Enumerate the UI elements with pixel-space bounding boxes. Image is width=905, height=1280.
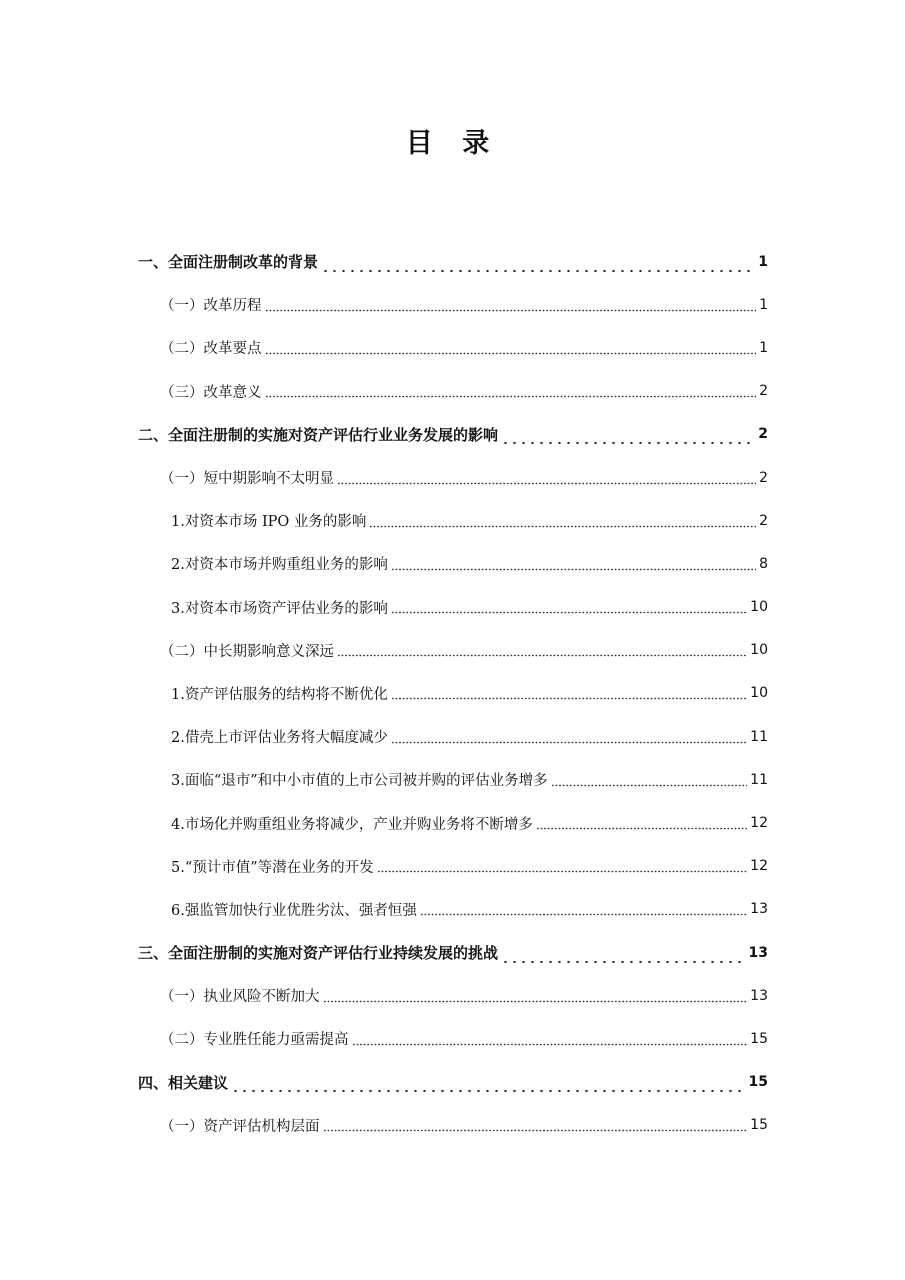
toc-leader bbox=[323, 1118, 748, 1132]
toc-leader bbox=[377, 859, 748, 873]
toc-entry-page: 15 bbox=[748, 1074, 768, 1091]
toc-leader bbox=[352, 1032, 748, 1046]
toc-entry-page: 15 bbox=[750, 1117, 768, 1134]
toc-leader bbox=[265, 384, 757, 398]
toc-leader bbox=[391, 557, 756, 571]
toc-entry[interactable] bbox=[138, 370, 768, 413]
toc-entry-text: （一）执业风险不断加大 bbox=[160, 989, 320, 1006]
toc-leader bbox=[265, 341, 757, 355]
toc-entry-text: 3.面临“退市”和中小市值的上市公司被并购的评估业务增多 bbox=[171, 773, 548, 790]
toc-entry-page: 10 bbox=[750, 642, 768, 659]
toc-entry[interactable] bbox=[138, 672, 768, 715]
toc-entry[interactable] bbox=[138, 888, 768, 931]
toc-entry-page: 12 bbox=[750, 815, 768, 832]
toc-entry-text: （二）中长期影响意义深远 bbox=[160, 643, 334, 660]
page-title: 目 录 bbox=[405, 128, 500, 159]
toc-entry[interactable] bbox=[138, 1104, 768, 1147]
toc-entry-page: 2 bbox=[759, 383, 768, 400]
toc-entry-page: 2 bbox=[759, 512, 768, 529]
toc-entry-text: 二、全面注册制的实施对资产评估行业业务发展的影响 bbox=[138, 425, 499, 444]
toc-entry-text: （二）专业胜任能力亟需提高 bbox=[160, 1032, 349, 1049]
toc-leader bbox=[391, 600, 747, 614]
toc-entry-text: 三、全面注册制的实施对资产评估行业持续发展的挑战 bbox=[138, 944, 499, 963]
toc-leader bbox=[369, 514, 756, 528]
toc-entry-text: （一）资产评估机构层面 bbox=[160, 1118, 320, 1135]
toc-entry-text: 5.“预计市值”等潜在业务的开发 bbox=[171, 859, 374, 876]
toc-entry-text: 四、相关建议 bbox=[138, 1073, 229, 1092]
toc-entry[interactable] bbox=[138, 758, 768, 801]
table-of-contents bbox=[138, 240, 768, 1147]
toc-entry-text: 1.资产评估服务的结构将不断优化 bbox=[171, 686, 388, 703]
toc-entry-page: 13 bbox=[750, 901, 768, 918]
toc-entry-page: 12 bbox=[750, 858, 768, 875]
toc-entry-page: 15 bbox=[750, 1030, 768, 1047]
toc-entry[interactable] bbox=[138, 586, 768, 629]
toc-entry[interactable] bbox=[138, 629, 768, 672]
toc-entry-page: 11 bbox=[750, 728, 768, 745]
toc-entry-text: 2.借壳上市评估业务将大幅度减少 bbox=[171, 730, 388, 747]
toc-entry-text: 4.市场化并购重组业务将减少，产业并购业务将不断增多 bbox=[171, 816, 533, 833]
toc-entry[interactable] bbox=[138, 542, 768, 585]
toc-entry-page: 13 bbox=[750, 987, 768, 1004]
toc-entry[interactable] bbox=[138, 974, 768, 1017]
toc-entry-text: 1.对资本市场 IPO 业务的影响 bbox=[171, 514, 367, 531]
toc-entry-text: （一）短中期影响不太明显 bbox=[160, 471, 334, 488]
toc-leader bbox=[321, 258, 755, 272]
toc-entry-text: （二）改革要点 bbox=[160, 341, 262, 358]
toc-entry[interactable] bbox=[138, 801, 768, 844]
toc-entry-text: 6.强监管加快行业优胜劣汰、强者恒强 bbox=[171, 902, 417, 919]
toc-leader bbox=[501, 430, 755, 444]
toc-entry-page: 11 bbox=[750, 771, 768, 788]
toc-entry-page: 1 bbox=[758, 253, 768, 270]
toc-entry-page: 1 bbox=[759, 296, 768, 313]
toc-entry-text: （一）改革历程 bbox=[160, 298, 262, 315]
toc-leader bbox=[501, 949, 746, 963]
toc-leader bbox=[391, 730, 747, 744]
toc-entry[interactable] bbox=[138, 413, 768, 456]
toc-leader bbox=[265, 298, 757, 312]
toc-leader bbox=[391, 686, 747, 700]
toc-leader bbox=[536, 816, 747, 830]
toc-entry-page: 2 bbox=[758, 426, 768, 443]
toc-entry-text: 2.对资本市场并购重组业务的影响 bbox=[171, 557, 388, 574]
toc-entry-text: 3.对资本市场资产评估业务的影响 bbox=[171, 600, 388, 617]
toc-entry[interactable] bbox=[138, 283, 768, 326]
toc-entry[interactable] bbox=[138, 845, 768, 888]
toc-entry[interactable] bbox=[138, 931, 768, 974]
toc-entry-page: 13 bbox=[748, 944, 768, 961]
toc-entry-page: 10 bbox=[750, 599, 768, 616]
toc-entry[interactable] bbox=[138, 240, 768, 283]
toc-entry[interactable] bbox=[138, 1061, 768, 1104]
toc-entry[interactable] bbox=[138, 715, 768, 758]
toc-leader bbox=[323, 989, 748, 1003]
toc-entry-text: （三）改革意义 bbox=[160, 384, 262, 401]
toc-leader bbox=[231, 1078, 746, 1092]
toc-leader bbox=[420, 902, 747, 916]
toc-entry[interactable] bbox=[138, 1017, 768, 1060]
toc-leader bbox=[337, 643, 747, 657]
toc-entry-page: 1 bbox=[759, 339, 768, 356]
toc-entry-text: 一、全面注册制改革的背景 bbox=[138, 253, 319, 272]
toc-entry-page: 10 bbox=[750, 685, 768, 702]
toc-entry-page: 2 bbox=[759, 469, 768, 486]
toc-leader bbox=[551, 773, 748, 787]
toc-entry[interactable] bbox=[138, 326, 768, 369]
toc-entry[interactable] bbox=[138, 456, 768, 499]
toc-entry[interactable] bbox=[138, 499, 768, 542]
toc-leader bbox=[337, 471, 756, 485]
toc-entry-page: 8 bbox=[759, 555, 768, 572]
